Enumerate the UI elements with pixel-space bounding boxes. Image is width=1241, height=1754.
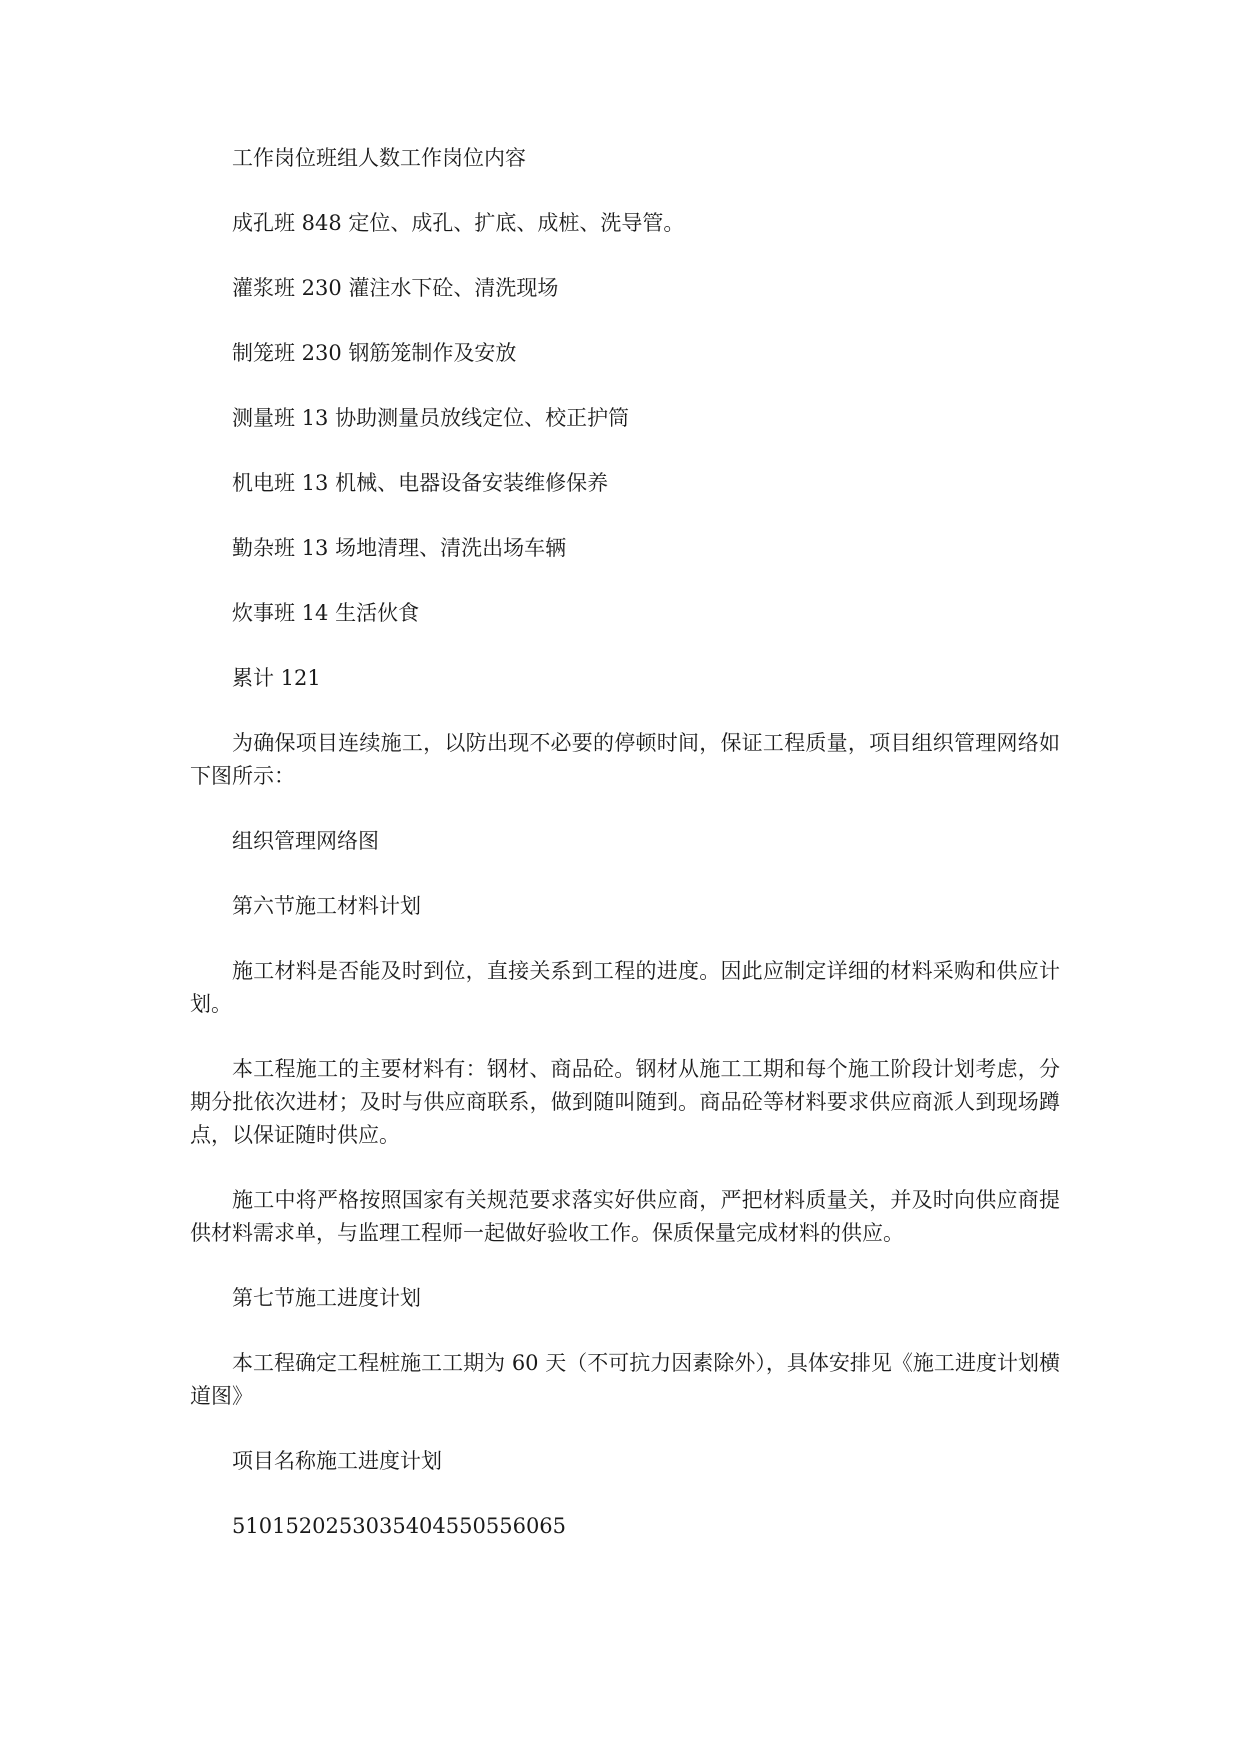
management-intro-paragraph: 为确保项目连续施工，以防出现不必要的停顿时间，保证工程质量，项目组织管理网络如下图所示： [190,731,1060,788]
materials-paragraph-1: 施工材料是否能及时到位，直接关系到工程的进度。因此应制定详细的材料采购和供应计划。 [190,959,1060,1016]
team-row-mechanical-electrical: 机电班 13 机械、电器设备安装维修保养 [232,471,609,495]
team-row-grouting: 灌浆班 230 灌注水下砼、清洗现场 [232,276,559,300]
team-total: 累计 121 [232,666,321,690]
materials-paragraph-2: 本工程施工的主要材料有：钢材、商品砼。钢材从施工工期和每个施工阶段计划考虑，分期分批依次进材；及时与供应商联系，做到随叫随到。商品砼等材料要求供应商派人到现场蹲点，以保证随时供应。 [190,1057,1060,1147]
management-network-caption: 组织管理网络图 [232,829,379,853]
document-body [190,142,1060,1575]
section-heading-materials: 第六节施工材料计划 [232,894,421,918]
team-row-hole-forming: 成孔班 848 定位、成孔、扩底、成桩、洗导管。 [232,211,685,235]
materials-paragraph-3: 施工中将严格按照国家有关规范要求落实好供应商，严把材料质量关，并及时向供应商提供材料需求单，与监理工程师一起做好验收工作。保质保量完成材料的供应。 [190,1188,1060,1245]
team-row-catering: 炊事班 14 生活伙食 [232,601,420,625]
schedule-paragraph: 本工程确定工程桩施工工期为 60 天（不可抗力因素除外），具体安排见《施工进度计划横道图》 [190,1351,1060,1408]
team-row-surveying: 测量班 13 协助测量员放线定位、校正护筒 [232,406,630,430]
team-row-cleaning: 勤杂班 13 场地清理、清洗出场车辆 [232,536,567,560]
team-row-cage-making: 制笼班 230 钢筋笼制作及安放 [232,341,517,365]
table-header-line: 工作岗位班组人数工作岗位内容 [232,146,526,170]
section-heading-schedule: 第七节施工进度计划 [232,1286,421,1310]
schedule-table-header: 项目名称施工进度计划 [232,1449,442,1473]
schedule-day-scale: 5101520253035404550556065 [232,1514,567,1538]
